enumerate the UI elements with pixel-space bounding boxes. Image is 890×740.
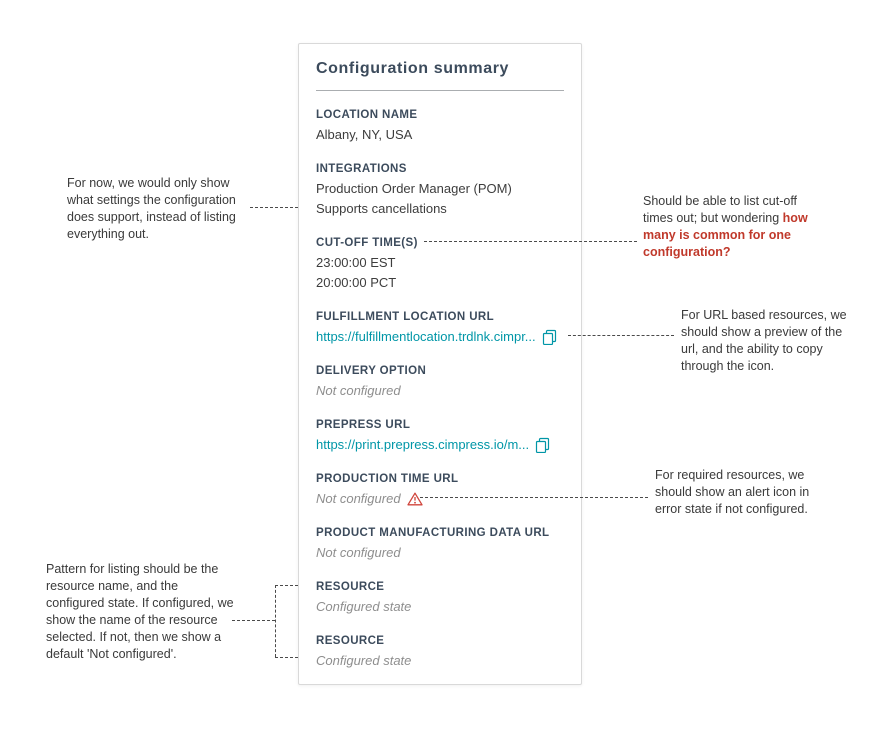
section-label: RESOURCE: [316, 581, 385, 593]
connector-copy-icon: [568, 335, 674, 336]
section-label: RESOURCE: [316, 635, 385, 647]
alert-triangle-icon: [407, 492, 423, 506]
section-value-muted: Not configured: [316, 545, 401, 560]
section-prepress-url: [316, 415, 564, 455]
section-value: Supports cancellations: [316, 201, 447, 216]
annotation-left-resource-pattern: Pattern for listing should be the resource name, and the configured state. If configured, we show the name of the resource selected. If not, then we show a default 'Not configured'.: [46, 562, 234, 661]
prepress-url-link[interactable]: https://print.prepress.cimpress.io/m...: [316, 437, 530, 452]
copy-icon[interactable]: [542, 329, 557, 345]
annotation-right-alert: For required resources, we should show an alert icon in error state if not configured.: [655, 468, 810, 516]
section-value: Albany, NY, USA: [316, 127, 413, 142]
section-value: 23:00:00 EST: [316, 255, 396, 270]
section-fulfillment-location-url: [316, 307, 564, 347]
configuration-summary-card: [298, 43, 582, 685]
connector-left-support: [250, 207, 298, 208]
section-resource-1: [316, 577, 564, 617]
section-value: Production Order Manager (POM): [316, 181, 512, 196]
copy-icon[interactable]: [535, 437, 550, 453]
bracket-top-stub: [275, 585, 298, 586]
annotation-right-cutoff: [643, 193, 825, 261]
section-label: FULFILLMENT LOCATION URL: [316, 311, 495, 323]
section-label: PRODUCTION TIME URL: [316, 473, 459, 485]
section-location-name: [316, 105, 564, 145]
section-cutoff-times: [316, 233, 564, 293]
card-title: Configuration summary: [316, 60, 510, 77]
annotation-right-url-copy: For URL based resources, we should show a preview of the url, and the ability to copy through the icon.: [681, 308, 847, 373]
section-label: INTEGRATIONS: [316, 163, 407, 175]
section-value-muted: Not configured: [316, 383, 401, 398]
bracket-vertical-line: [275, 585, 276, 657]
section-value: 20:00:00 PCT: [316, 275, 397, 290]
section-resource-2: [316, 631, 564, 671]
annotation-right-cutoff-normal: Should be able to list cut-off times out; but wondering: [643, 194, 798, 225]
section-value-muted: Configured state: [316, 653, 412, 668]
section-product-manufacturing-data-url: [316, 523, 564, 563]
section-value-muted: Configured state: [316, 599, 412, 614]
section-production-time-url: [316, 469, 564, 509]
fulfillment-location-url-link[interactable]: https://fulfillmentlocation.trdlnk.cimpr...: [316, 329, 536, 344]
bracket-middle-line: [232, 620, 275, 621]
bracket-bottom-stub: [275, 657, 298, 658]
annotation-left-support: For now, we would only show what settings the configuration does support, instead of listing everything out.: [67, 176, 236, 241]
connector-alert-icon: [420, 497, 648, 498]
section-label: PREPRESS URL: [316, 419, 411, 431]
section-label: LOCATION NAME: [316, 109, 418, 121]
section-delivery-option: [316, 361, 564, 401]
title-divider: [316, 90, 564, 91]
section-integrations: [316, 159, 564, 219]
section-label: CUT-OFF TIME(S): [316, 237, 418, 249]
annotation-right-cutoff-emphasis: how many is common for one configuration?: [643, 211, 808, 259]
connector-cutoff-times: [424, 241, 637, 242]
section-label: PRODUCT MANUFACTURING DATA URL: [316, 527, 550, 539]
section-label: DELIVERY OPTION: [316, 365, 427, 377]
section-value-muted: Not configured: [316, 491, 401, 506]
